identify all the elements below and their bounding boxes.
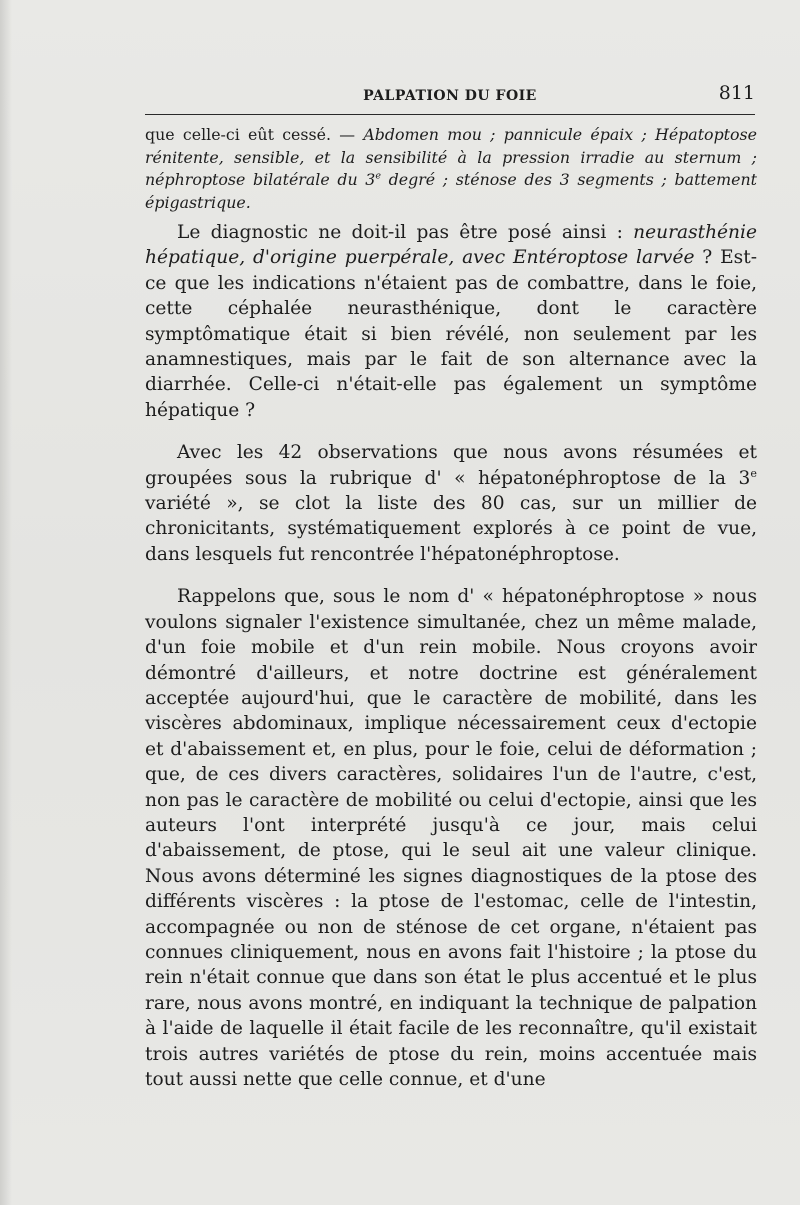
case-summary-italic: Abdomen mou ; pannicule épaix ; Hépatoptose rénitente, sensible, et la sensibilité à la pression irradie au sternum ; néphroptose bilatérale du 3 — [145, 125, 757, 189]
case-summary — [145, 124, 757, 214]
page-number: 811 — [718, 82, 755, 104]
page-binding-shadow — [0, 0, 12, 1205]
paragraph-observations-superscript: e — [750, 466, 757, 480]
page-header — [145, 82, 755, 112]
paragraph-diagnostic — [145, 220, 757, 423]
paragraph-observations — [145, 440, 757, 567]
body-text — [145, 124, 757, 1092]
case-summary-italic-tail: degré ; sténose des 3 segments ; battement épigastrique. — [145, 170, 757, 212]
case-summary-lead: que celle-ci eût cessé. — — [145, 125, 364, 144]
paragraph-diagnostic-part2: ? Est-ce que les indications n'étaient pas de combattre, dans le foie, cette céphalée neurasthénique, dont le caractère symptômatique était si bien révélé, non seulement par les anamnestiques, mais par le fait de son alternance avec la diarrhée. Celle-ci n'était-elle pas également un symptôme hépatique ? — [145, 247, 757, 421]
paragraph-diagnostic-part1: Le diagnostic ne doit-il pas être posé ainsi : — [177, 222, 634, 243]
case-summary-superscript: e — [375, 170, 381, 182]
running-title: PALPATION DU FOIE — [363, 88, 537, 104]
paragraph-observations-part2: variété », se clot la liste des 80 cas, sur un millier de chronicitants, systématiquement explorés à ce point de vue, dans lesquels fut rencontrée l'hépatonéphroptose. — [145, 493, 757, 565]
header-rule — [145, 114, 755, 115]
paragraph-observations-part1: Avec les 42 observations que nous avons résumées et groupées sous la rubrique d' « hépatonéphroptose de la 3 — [145, 442, 757, 489]
paragraph-hepatonephroptose: Rappelons que, sous le nom d' « hépatonéphroptose » nous voulons signaler l'existence simultanée, chez un même malade, d'un foie mobile et d'un rein mobile. Nous croyons avoir démontré d'ailleurs, et notre doctrine est généralement acceptée aujourd'hui, que le caractère de mobilité, dans les viscères abdominaux, implique nécessairement ceux d'ectopie et d'abaissement et, en plus, pour le foie, celui de déformation ; que, de ces divers caractères, solidaires l'un de l'autre, c'est, non pas le caractère de mobilité ou celui d'ectopie, ainsi que les auteurs l'ont interprété jusqu'à ce jour, mais celui d'abaissement, de ptose, qui le seul ait une valeur clinique. Nous avons déterminé les signes diagnostiques de la ptose des différents viscères : la ptose de l'estomac, celle de l'intestin, accompagnée ou non de sténose de cet organe, n'étaient pas connues cliniquement, nous en avons fait l'histoire ; la ptose du rein n'était connue que dans son état le plus accentué et le plus rare, nous avons montré, en indiquant la technique de palpation à l'aide de laquelle il était facile de les reconnaître, qu'il existait trois autres variétés de ptose du rein, moins accentuée mais tout aussi nette que celle connue, et d'une — [145, 586, 757, 1090]
paragraph-diagnostic-italic: neurasthénie hépatique, d'origine puerpérale, avec Entéroptose larvée — [145, 222, 757, 269]
